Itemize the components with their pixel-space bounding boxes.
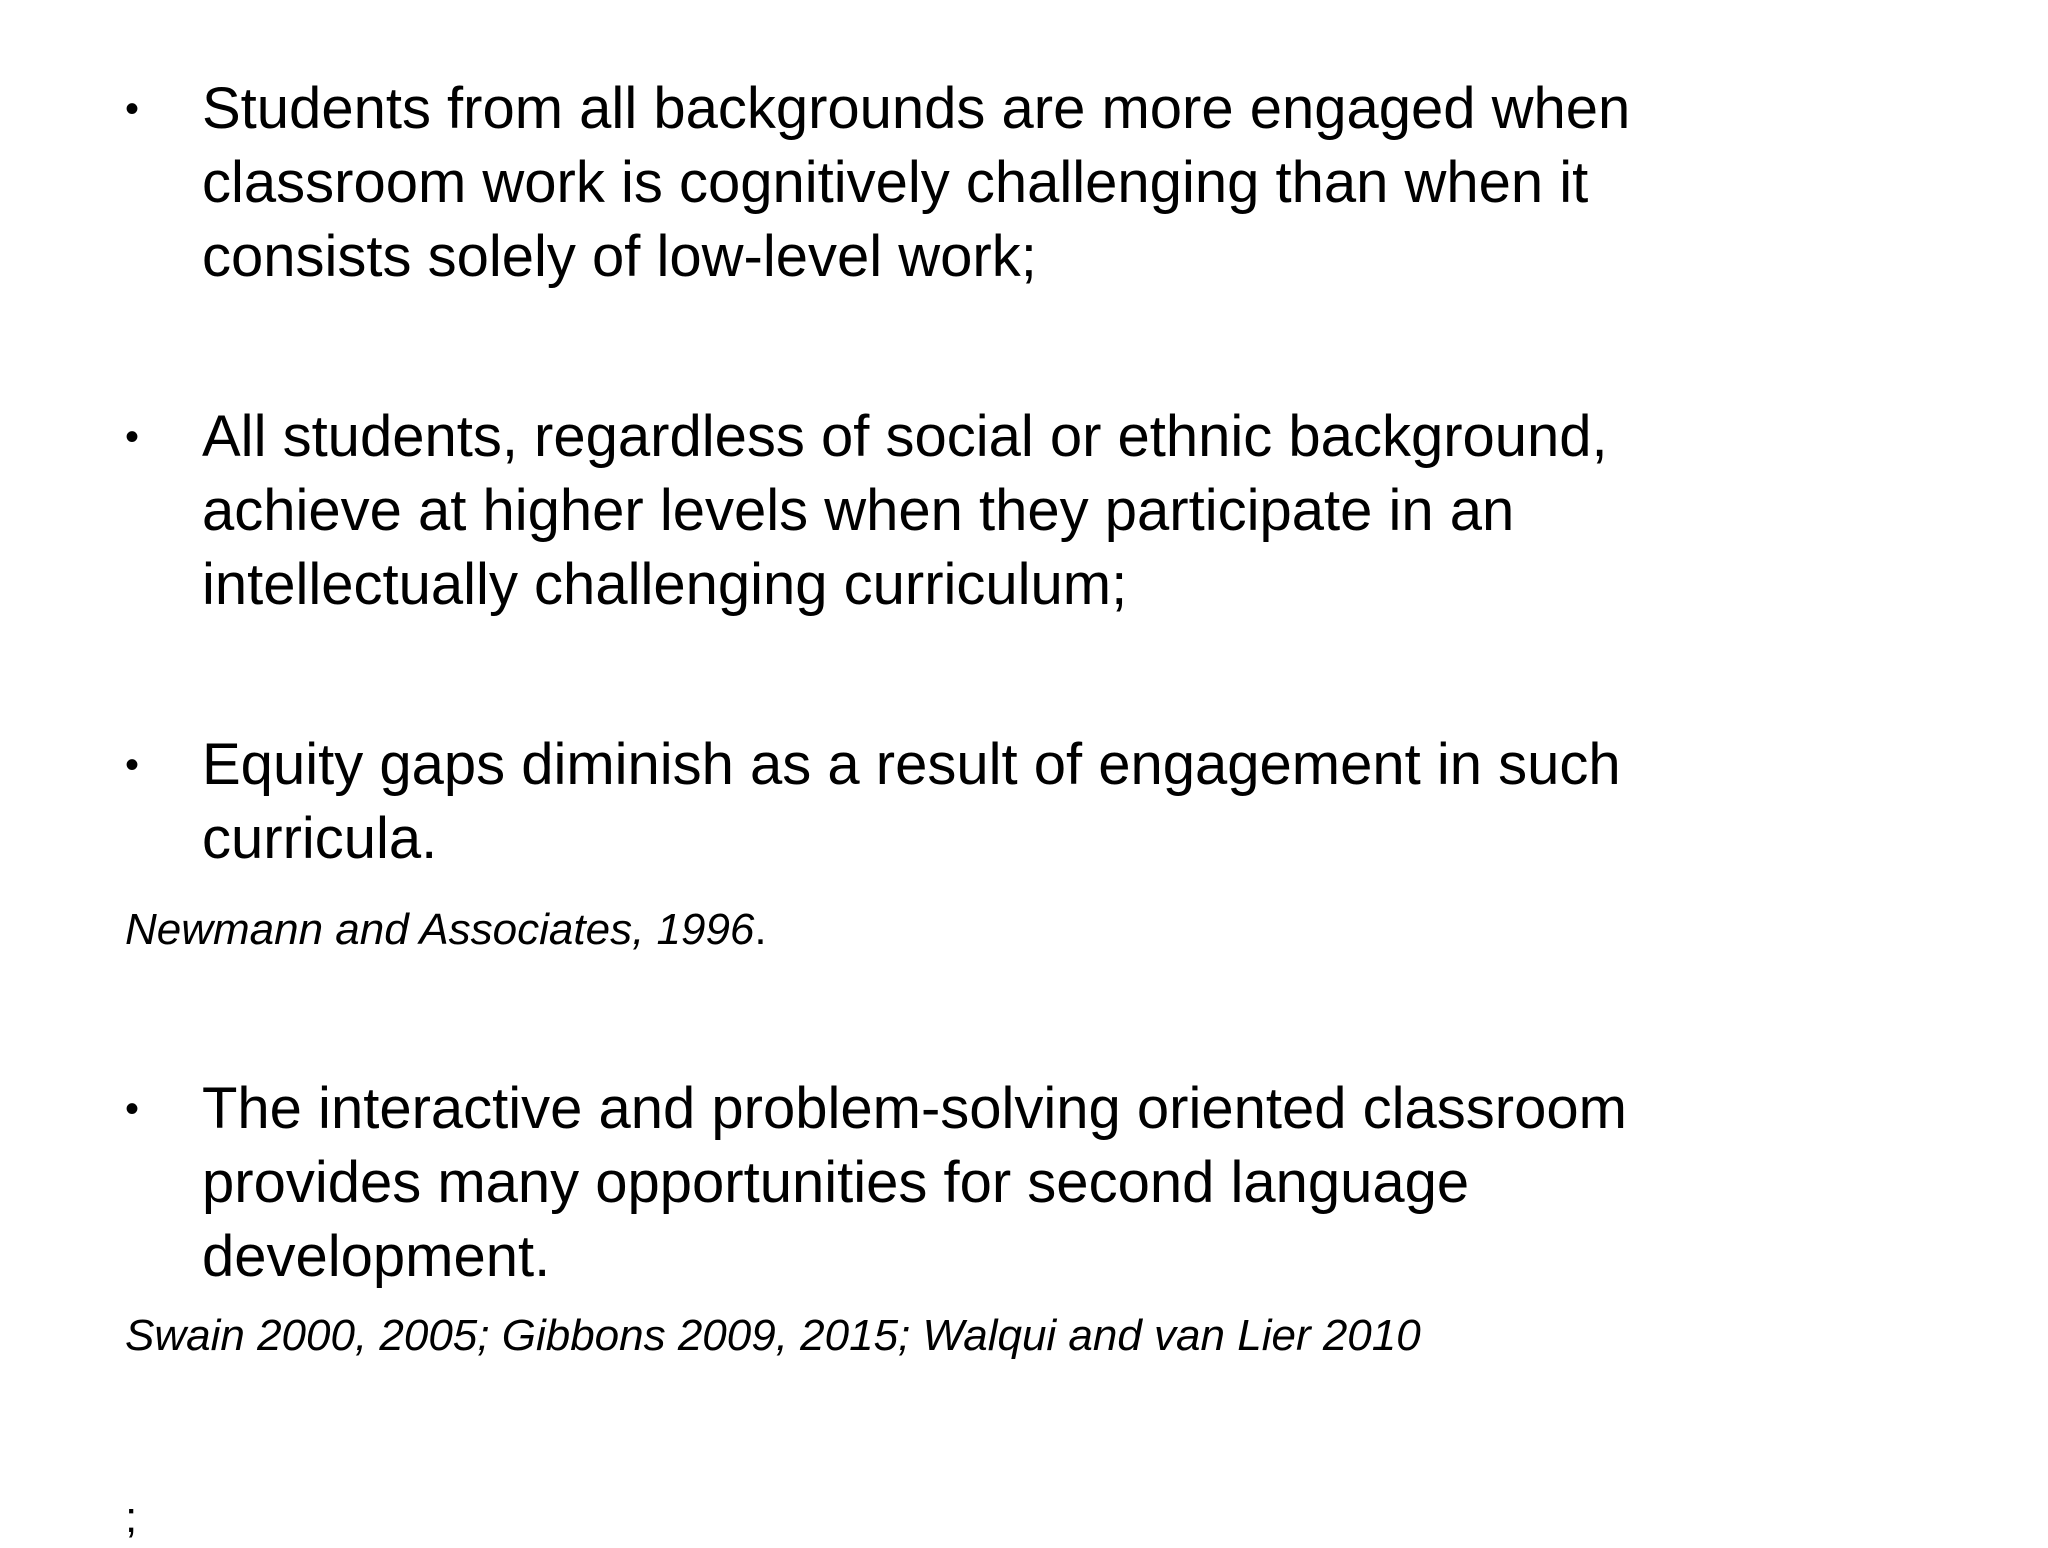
bullet-line: provides many opportunities for second language [202, 1150, 1470, 1215]
bullet-text [202, 400, 1608, 622]
bullet-marker: • [125, 87, 140, 131]
citation-swain-gibbons [125, 1306, 1421, 1366]
bullet-line: The interactive and problem-solving oriented classroom [202, 1076, 1627, 1141]
trailing-semicolon: ; [125, 1493, 138, 1542]
bullet-line: intellectually challenging curriculum; [202, 552, 1128, 617]
citation-newmann [125, 900, 767, 960]
bullet-text [202, 72, 1630, 294]
bullet-marker: • [125, 1087, 140, 1131]
bullet-line: development. [202, 1224, 551, 1289]
bullet-line: Equity gaps diminish as a result of engagement in such [202, 732, 1621, 797]
bullet-line: achieve at higher levels when they participate in an [202, 478, 1515, 543]
bullet-line: All students, regardless of social or ethnic background, [202, 404, 1608, 469]
bullet-line: consists solely of low-level work; [202, 224, 1037, 289]
bullet-marker: • [125, 743, 140, 787]
bullet-line: classroom work is cognitively challenging than when it [202, 150, 1589, 215]
citation-text: Swain 2000, 2005; Gibbons 2009, 2015; Walqui and van Lier 2010 [125, 1311, 1421, 1360]
citation-period: . [754, 905, 767, 954]
bullet-text [202, 1072, 1627, 1294]
bullet-line: Students from all backgrounds are more engaged when [202, 76, 1631, 141]
bullet-line: curricula. [202, 806, 438, 871]
bullet-text [202, 728, 1621, 876]
citation-text: Newmann and Associates, 1996 [125, 905, 755, 954]
bullet-marker: • [125, 415, 140, 459]
